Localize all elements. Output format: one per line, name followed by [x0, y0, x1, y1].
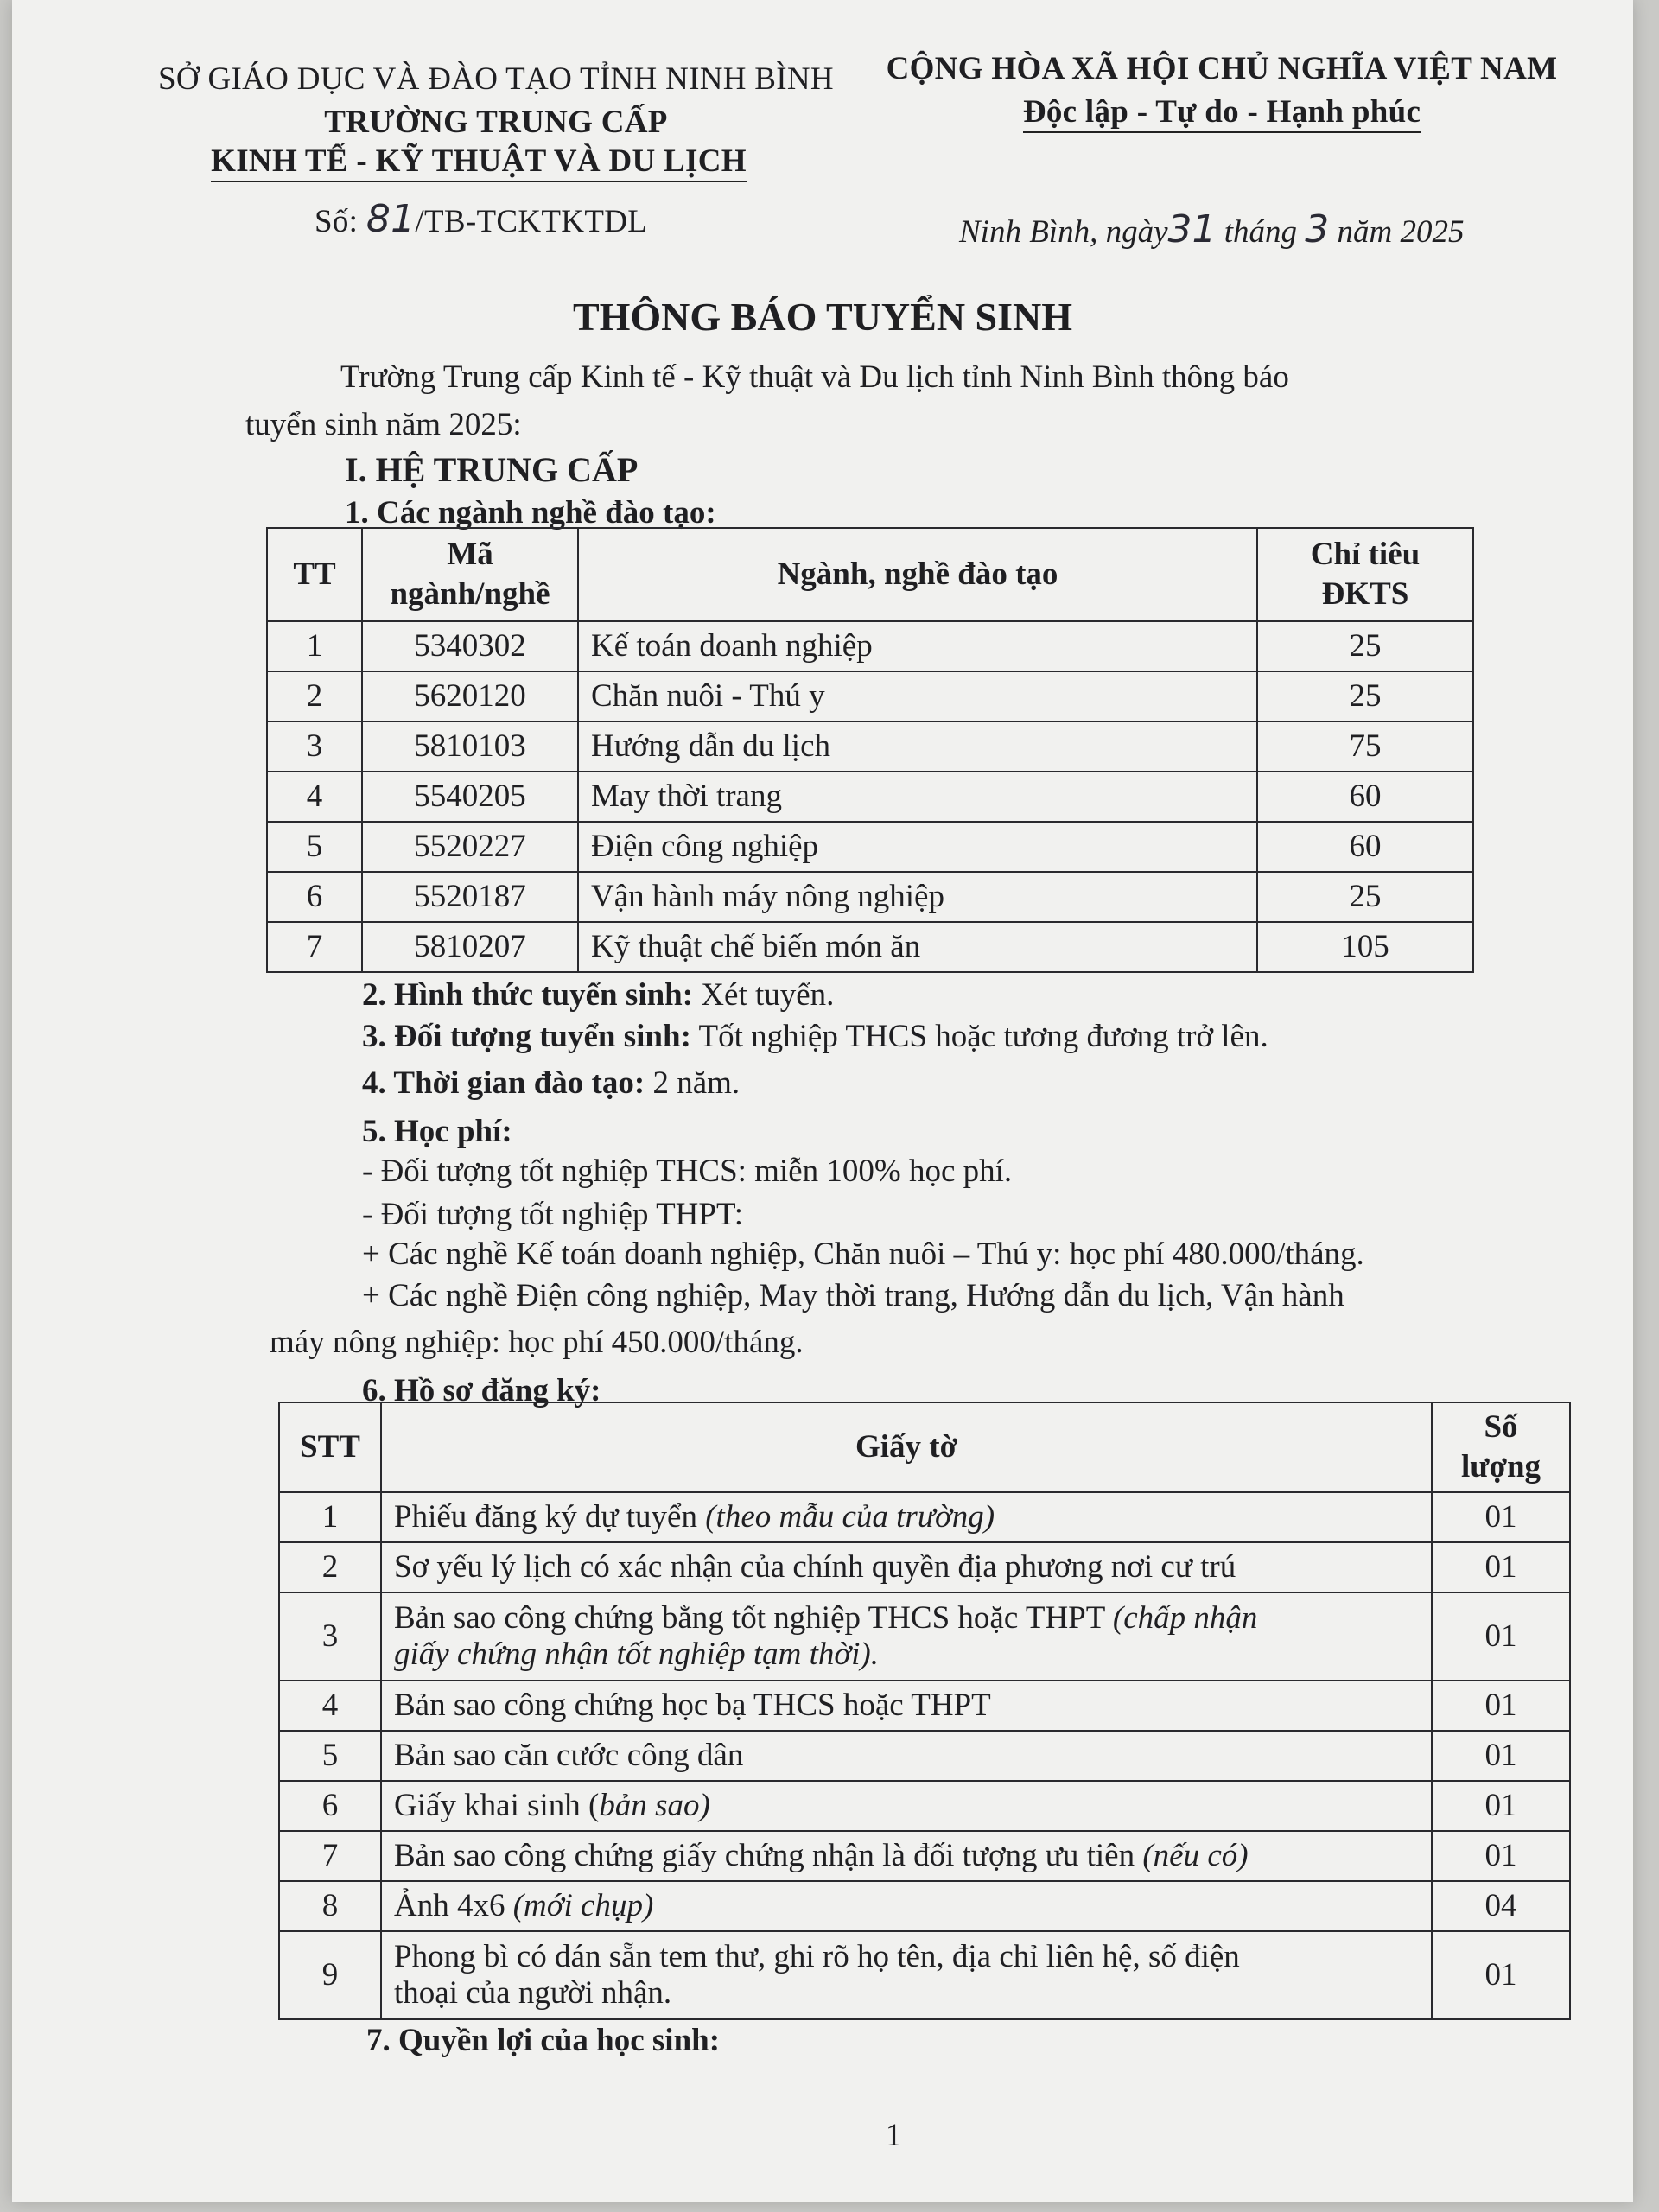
- document-no: 1: [279, 1492, 381, 1542]
- major-code: 5810207: [362, 922, 578, 972]
- item-3: [362, 1018, 1268, 1055]
- major-code: 5520227: [362, 822, 578, 872]
- major-no: 6: [267, 872, 362, 922]
- document-qty: 01: [1432, 1681, 1570, 1731]
- document-text: Giấy khai sinh (: [394, 1788, 600, 1823]
- document-desc: [381, 1931, 1432, 2019]
- document-desc: [381, 1592, 1432, 1681]
- major-row: [267, 721, 1473, 772]
- item-2: [362, 976, 834, 1014]
- major-row: [267, 922, 1473, 972]
- document-no: 9: [279, 1931, 381, 2019]
- document-text-line2: thoại của người nhận.: [394, 1975, 672, 2011]
- country-name: CỘNG HÒA XÃ HỘI CHỦ NGHĨA VIỆT NAM: [886, 51, 1558, 86]
- document-text: Sơ yếu lý lịch có xác nhận của chính quyền địa phương nơi cư trú: [394, 1549, 1236, 1585]
- major-row: [267, 671, 1473, 721]
- fee-line1: - Đối tượng tốt nghiệp THCS: miễn 100% học phí.: [362, 1154, 1013, 1189]
- document-qty: 01: [1432, 1781, 1570, 1831]
- col-code-line1: Mã: [447, 537, 493, 572]
- major-no: 7: [267, 922, 362, 972]
- col-code-line2: ngành/nghề: [390, 576, 550, 612]
- major-name: Chăn nuôi - Thú y: [578, 671, 1257, 721]
- major-code: 5520187: [362, 872, 578, 922]
- col-major: Ngành, nghề đào tạo: [578, 528, 1257, 621]
- doc-no-suffix: /TB-TCKTKTDL: [415, 204, 648, 239]
- major-name: Kỹ thuật chế biến món ăn: [578, 922, 1257, 972]
- major-name: Hướng dẫn du lịch: [578, 721, 1257, 772]
- motto: [876, 93, 1567, 130]
- school-line2-text: KINH TẾ - KỸ THUẬT VÀ DU LỊCH: [211, 143, 747, 182]
- item-5-label: 5. Học phí:: [362, 1114, 512, 1149]
- col-stt: STT: [279, 1402, 381, 1492]
- fee-line2: - Đối tượng tốt nghiệp THPT:: [362, 1197, 744, 1232]
- major-row: [267, 621, 1473, 671]
- major-name: Kế toán doanh nghiệp: [578, 621, 1257, 671]
- intro-line1: Trường Trung cấp Kinh tế - Kỹ thuật và Du lịch tỉnh Ninh Bình thông báo: [340, 359, 1289, 395]
- document-qty: 01: [1432, 1831, 1570, 1881]
- document-qty: 01: [1432, 1731, 1570, 1781]
- date-month-handwritten: 3: [1305, 207, 1330, 251]
- ministry-name: SỞ GIÁO DỤC VÀ ĐÀO TẠO TỈNH NINH BÌNH: [158, 61, 834, 97]
- item-2-text: Xét tuyển.: [693, 977, 835, 1013]
- document-no: 2: [279, 1542, 381, 1592]
- document-no: 6: [279, 1781, 381, 1831]
- document-no: 4: [279, 1681, 381, 1731]
- document-no: 5: [279, 1731, 381, 1781]
- issue-date: [959, 207, 1465, 251]
- document-note: (nếu có): [1142, 1838, 1249, 1873]
- major-no: 3: [267, 721, 362, 772]
- document-desc: [381, 1881, 1432, 1931]
- major-quota: 60: [1257, 822, 1473, 872]
- document-text: Bản sao căn cước công dân: [394, 1738, 744, 1773]
- document-row: [279, 1781, 1570, 1831]
- document-page: [12, 0, 1633, 2202]
- item-4-text: 2 năm.: [645, 1065, 741, 1101]
- major-quota: 25: [1257, 621, 1473, 671]
- major-code: 5810103: [362, 721, 578, 772]
- document-qty: 04: [1432, 1881, 1570, 1931]
- major-name: Điện công nghiệp: [578, 822, 1257, 872]
- col-qty-line1: Số: [1484, 1409, 1518, 1445]
- documents-table-header: [279, 1402, 1570, 1492]
- document-row: [279, 1492, 1570, 1542]
- subsection-7: 7. Quyền lợi của học sinh:: [366, 2023, 721, 2058]
- col-tt: TT: [267, 528, 362, 621]
- page-number: 1: [885, 2118, 902, 2153]
- document-text: Ảnh 4x6: [394, 1888, 513, 1923]
- major-quota: 25: [1257, 671, 1473, 721]
- major-name: May thời trang: [578, 772, 1257, 822]
- document-row: [279, 1931, 1570, 2019]
- item-3-text: Tốt nghiệp THCS hoặc tương đương trở lên.: [690, 1019, 1268, 1054]
- doc-no-prefix: Số:: [315, 204, 359, 239]
- document-row: [279, 1731, 1570, 1781]
- col-code: [362, 528, 578, 621]
- document-desc: [381, 1542, 1432, 1592]
- major-row: [267, 822, 1473, 872]
- document-no: 7: [279, 1831, 381, 1881]
- documents-table: [278, 1402, 1571, 2020]
- major-quota: 25: [1257, 872, 1473, 922]
- major-name: Vận hành máy nông nghiệp: [578, 872, 1257, 922]
- major-row: [267, 772, 1473, 822]
- school-line1: TRƯỜNG TRUNG CẤP: [324, 105, 668, 140]
- fee-line5: máy nông nghiệp: học phí 450.000/tháng.: [270, 1325, 804, 1360]
- major-quota: 105: [1257, 922, 1473, 972]
- document-text: Phiếu đăng ký dự tuyển: [394, 1499, 706, 1535]
- document-text: Phong bì có dán sẵn tem thư, ghi rõ họ tên, địa chỉ liên hệ, số điện: [394, 1939, 1240, 1974]
- document-row: [279, 1681, 1570, 1731]
- document-row: [279, 1831, 1570, 1881]
- intro-line2: tuyển sinh năm 2025:: [245, 407, 522, 442]
- major-code: 5340302: [362, 621, 578, 671]
- document-no: 8: [279, 1881, 381, 1931]
- document-qty: 01: [1432, 1492, 1570, 1542]
- document-desc: [381, 1492, 1432, 1542]
- document-note: (mới chụp): [512, 1888, 654, 1923]
- majors-table-header: [267, 528, 1473, 621]
- major-code: 5620120: [362, 671, 578, 721]
- date-prefix: Ninh Bình, ngày: [959, 214, 1168, 250]
- document-desc: [381, 1831, 1432, 1881]
- doc-no-handwritten: 81: [365, 197, 416, 241]
- document-row: [279, 1881, 1570, 1931]
- document-text: Bản sao công chứng bằng tốt nghiệp THCS hoặc THPT: [394, 1600, 1113, 1636]
- date-month-label: tháng: [1224, 214, 1298, 250]
- document-qty: 01: [1432, 1931, 1570, 2019]
- document-note: (chấp nhận: [1112, 1600, 1258, 1636]
- document-no: 3: [279, 1592, 381, 1681]
- col-quota: [1257, 528, 1473, 621]
- document-row: [279, 1592, 1570, 1681]
- item-4-label: 4. Thời gian đào tạo:: [362, 1065, 645, 1101]
- col-quota-line2: ĐKTS: [1321, 576, 1409, 612]
- major-row: [267, 872, 1473, 922]
- col-document: Giấy tờ: [381, 1402, 1432, 1492]
- date-year: năm 2025: [1337, 214, 1465, 250]
- fee-line3: + Các nghề Kế toán doanh nghiệp, Chăn nuôi – Thú y: học phí 480.000/tháng.: [362, 1236, 1364, 1272]
- major-quota: 75: [1257, 721, 1473, 772]
- document-number: [315, 197, 647, 241]
- document-note-line2: giấy chứng nhận tốt nghiệp tạm thời).: [394, 1637, 879, 1672]
- subsection-6: 6. Hồ sơ đăng ký:: [362, 1373, 601, 1408]
- major-no: 2: [267, 671, 362, 721]
- col-qty-line2: lượng: [1460, 1449, 1541, 1484]
- document-text: Bản sao công chứng học bạ THCS hoặc THPT: [394, 1688, 991, 1723]
- school-line2: [107, 143, 850, 180]
- document-row: [279, 1542, 1570, 1592]
- item-2-label: 2. Hình thức tuyển sinh:: [362, 977, 694, 1013]
- item-4: [362, 1065, 740, 1102]
- document-note: (theo mẫu của trường): [705, 1499, 995, 1535]
- document-desc: [381, 1731, 1432, 1781]
- col-quota-line1: Chỉ tiêu: [1310, 537, 1421, 572]
- major-no: 1: [267, 621, 362, 671]
- date-day-handwritten: 31: [1167, 207, 1217, 251]
- document-title: THÔNG BÁO TUYỂN SINH: [572, 295, 1073, 339]
- document-text: Bản sao công chứng giấy chứng nhận là đối tượng ưu tiên: [394, 1838, 1143, 1873]
- col-qty: [1432, 1402, 1570, 1492]
- major-quota: 60: [1257, 772, 1473, 822]
- document-desc: [381, 1781, 1432, 1831]
- document-qty: 01: [1432, 1542, 1570, 1592]
- section-heading-1: I. HỆ TRUNG CẤP: [345, 450, 639, 489]
- major-code: 5540205: [362, 772, 578, 822]
- major-no: 5: [267, 822, 362, 872]
- majors-table: [266, 527, 1474, 973]
- subsection-1: 1. Các ngành nghề đào tạo:: [345, 495, 716, 531]
- item-3-label: 3. Đối tượng tuyển sinh:: [362, 1019, 691, 1054]
- document-note: bản sao): [599, 1788, 710, 1823]
- fee-line4: + Các nghề Điện công nghiệp, May thời trang, Hướng dẫn du lịch, Vận hành: [362, 1278, 1344, 1313]
- major-no: 4: [267, 772, 362, 822]
- document-desc: [381, 1681, 1432, 1731]
- motto-text: Độc lập - Tự do - Hạnh phúc: [1023, 94, 1421, 133]
- document-qty: 01: [1432, 1592, 1570, 1681]
